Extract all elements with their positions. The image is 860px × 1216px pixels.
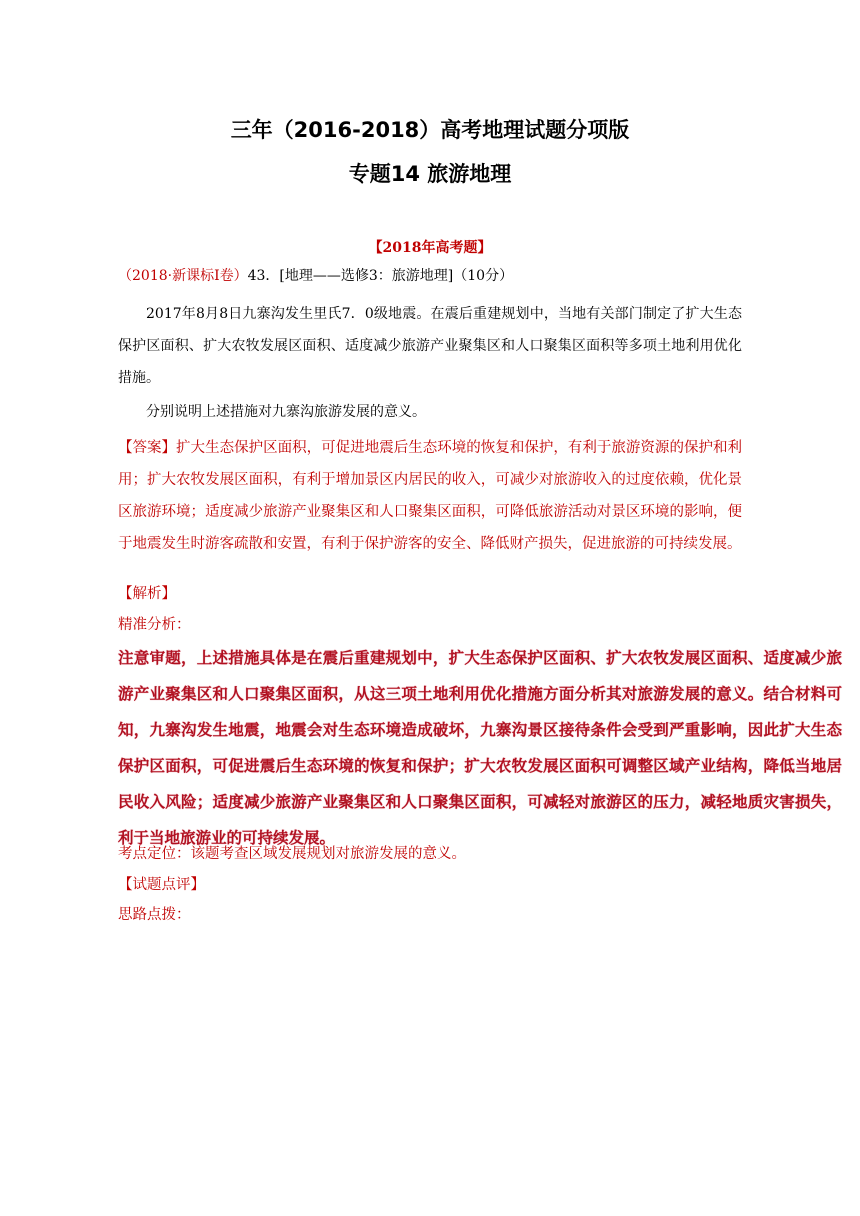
section-header: 【2018年高考题】 <box>368 240 492 256</box>
question-header <box>118 265 513 285</box>
answer-text: 【答案】扩大生态保护区面积，可促进地震后生态环境的恢复和保护，有利于旅游资源的保护和利用；扩大农牧发展区面积，有利于增加景区内居民的收入，可减少对旅游收入的过度依赖，优化景区旅游环境；适度减少旅游产业聚集区和人口聚集区面积，可降低旅游活动对景区环境的影响，便于地震发生时游客疏散和安置，有利于保护游客的安全、降低财产损失，促进旅游的可持续发展。 <box>118 440 742 552</box>
document-subtitle: 专题14 旅游地理 <box>348 162 512 186</box>
question-label: 43．[地理——选修3：旅游地理]（10分） <box>247 268 514 284</box>
analysis-text: 注意审题，上述措施具体是在震后重建规划中，扩大生态保护区面积、扩大农牧发展区面积、适度减少旅游产业聚集区和人口聚集区面积，从这三项土地利用优化措施方面分析其对旅游发展的意义。结合材料可知，九寨沟发生地震，地震会对生态环境造成破坏，九寨沟景区接待条件会受到严重影响，因此扩大生态保护区面积，可促进震后生态环境的恢复和保护；扩大农牧发展区面积可调整区域产业结构，降低当地居民收入风险；适度减少旅游产业聚集区和人口聚集区面积，可减轻对旅游区的压力，减轻地质灾害损失，利于当地旅游业的可持续发展。 <box>118 649 842 847</box>
question-prompt: 分别说明上述措施对九寨沟旅游发展的意义。 <box>146 404 426 420</box>
analysis-label: 【解析】 <box>118 586 176 602</box>
hint-label: 思路点拨： <box>118 907 191 923</box>
question-source: （2018·新课标Ⅰ卷） <box>118 268 248 284</box>
precise-analysis-label: 精准分析： <box>118 617 191 633</box>
comment-label: 【试题点评】 <box>118 877 205 893</box>
key-point-text: 考点定位：该题考查区域发展规划对旅游发展的意义。 <box>118 846 466 862</box>
document-title: 三年（2016-2018）高考地理试题分项版 <box>230 118 630 142</box>
question-material: 2017年8月8日九寨沟发生里氏7．0级地震。在震后重建规划中，当地有关部门制定了扩大生态保护区面积、扩大农牧发展区面积、适度减少旅游产业聚集区和人口聚集区面积等多项土地利用优化措施。 <box>118 306 742 386</box>
